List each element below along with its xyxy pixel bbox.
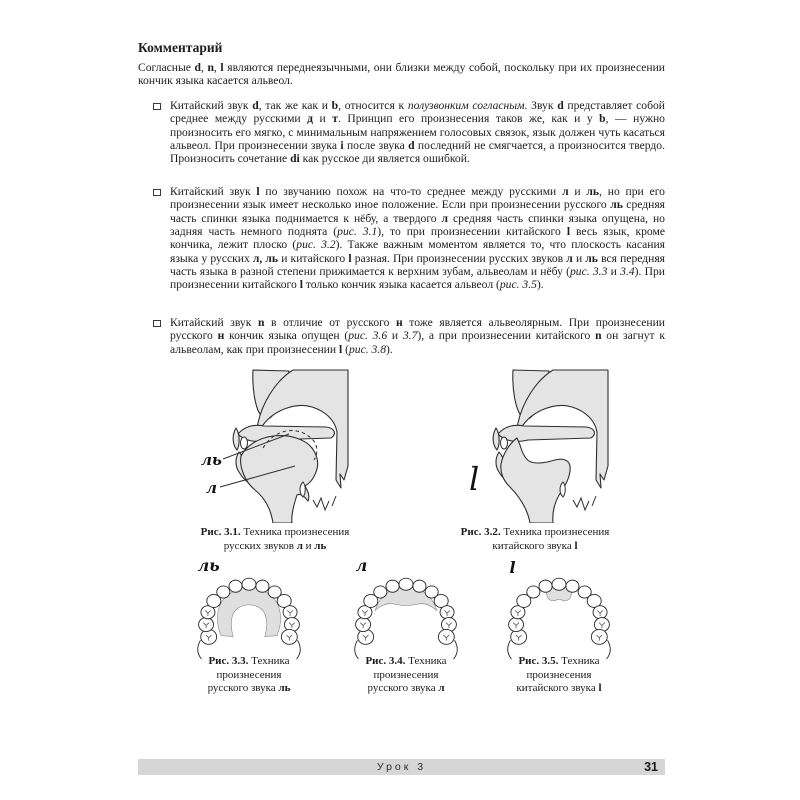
lesson-label: Урок 3: [376, 761, 427, 773]
figure-caption: Рис. 3.2. Техника произнесения китайского звука l: [460, 526, 610, 552]
list-item-text: Китайский звук n в отличие от русского н тоже является альвеолярным. При произнесении русского н кончик языка опущен (рис. 3.6 и 3.7), а при произнесении китайского n он загнут к альвеолам, как при произнесении l (рис. 3.8).: [170, 316, 666, 356]
figure-caption: Рис. 3.3. Техника произнесения русского звука ль: [207, 655, 291, 694]
sagittal-mouth-diagram-russian-l: [193, 368, 358, 523]
label-chinese-l: l: [509, 558, 516, 578]
figure-caption: Рис. 3.5. Техника произнесения китайского звука l: [516, 655, 602, 694]
label-chinese-l: l: [468, 460, 479, 498]
figure-3-3: [183, 556, 315, 696]
palatogram-russian-hard-l: [350, 556, 462, 661]
list-item: [138, 185, 665, 292]
square-bullet-icon: [153, 320, 161, 328]
figure-3-4: [340, 556, 472, 696]
section-heading: Комментарий: [138, 40, 223, 55]
figure-3-2: [440, 368, 630, 553]
footer-bar: [138, 759, 665, 775]
label-soft-l: ль: [197, 556, 220, 576]
label-soft-l: ль: [200, 451, 222, 469]
figure-3-5: [493, 556, 625, 696]
tongue-shape: [500, 438, 569, 523]
palatogram-chinese-l: [503, 556, 615, 661]
label-hard-l: л: [205, 479, 217, 497]
list-item-text: Китайский звук l по звучанию похож на что-то среднее между русскими л и ль, но при его произнесении язык имеет несколько иное положение. Если при произнесении русского ль средняя часть спинки языка поднимается к нёбу, а твердого л средняя часть спинки языка опущена, но задняя часть немного поднята (рис. 3.1), то при произнесении китайского l весь язык, кроме кончика, лежит плоско (рис. 3.2). Также важным моментом является то, что плоскость касания языка у русских л, ль и китайского l разная. При произнесении русских звуков л и ль вся передняя часть языка в разной степени прижимается к верхним зубам, альвеолам и нёбу (рис. 3.3 и 3.4). При произнесении китайского l только кончик языка касается альвеол (рис. 3.5).: [170, 185, 666, 292]
intro-paragraph: Согласные d, n, l являются переднеязычными, они близки между собой, поскольку при их произнесении кончик языка касается альвеол.: [138, 61, 666, 88]
label-hard-l: л: [355, 556, 368, 576]
square-bullet-icon: [153, 189, 161, 197]
list-item-text: Китайский звук d, так же как и b, относится к полузвонким согласным. Звук d представляет собой среднее между русскими д и т. Принцип его произнесения таков же, как и у b, — нужно произносить его мягко, с минимальным напряжением голосовых связок, язык должен чуть касаться альвеол. При произнесении звука i после звука d последний не смягчается, а произносится твердо. Произносить сочетание di как русское ди является ошибкой.: [170, 99, 665, 166]
list-item: [138, 99, 665, 166]
figure-3-1: [180, 368, 370, 553]
list-item: [138, 316, 665, 356]
tongue-shape: [240, 436, 317, 523]
square-bullet-icon: [153, 103, 161, 111]
figure-caption: Рис. 3.4. Техника произнесения русского звука л: [365, 655, 447, 694]
page-number: 31: [644, 760, 658, 774]
palatogram-russian-soft-l: [193, 556, 305, 661]
sagittal-mouth-diagram-chinese-l: [453, 368, 618, 523]
figure-caption: Рис. 3.1. Техника произнесения русских звуков л и ль: [200, 526, 350, 552]
